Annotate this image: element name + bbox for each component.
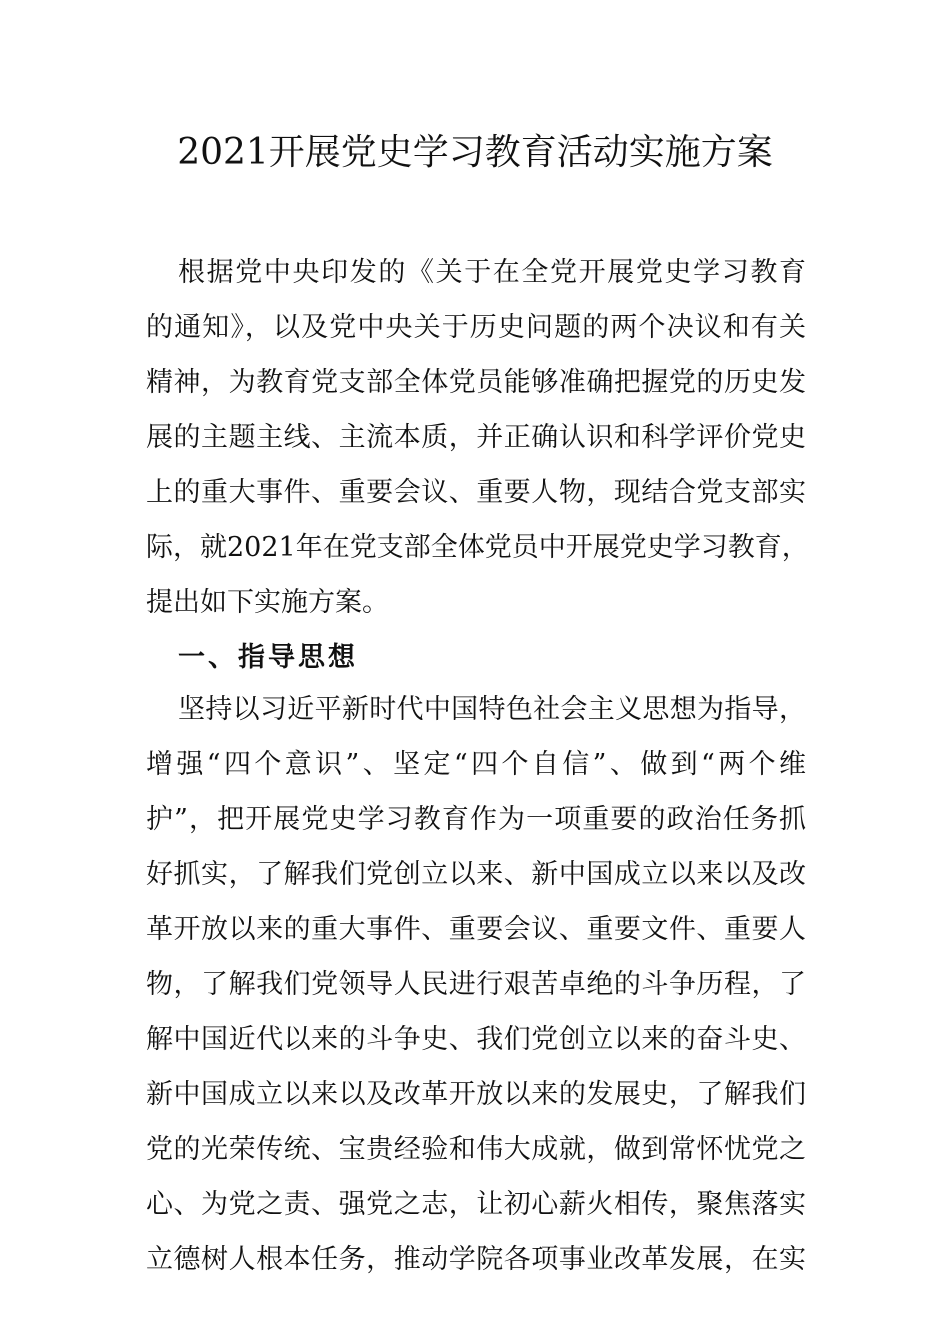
paragraph-line: 党的光荣传统、宝贵经验和伟大成就，做到常怀忧党之: [146, 1134, 806, 1165]
paragraph-line: 护”，把开展党史学习教育作为一项重要的政治任务抓: [146, 804, 806, 835]
paragraph-line: 精神，为教育党支部全体党员能够准确把握党的历史发: [146, 367, 806, 398]
paragraph-line: 新中国成立以来以及改革开放以来的发展史，了解我们: [146, 1079, 806, 1110]
paragraph-line: 革开放以来的重大事件、重要会议、重要文件、重要人: [146, 914, 806, 945]
paragraph-line: 提出如下实施方案。: [146, 587, 389, 618]
paragraph-line: 立德树人根本任务，推动学院各项事业改革发展，在实: [146, 1244, 806, 1275]
paragraph-line: 物，了解我们党领导人民进行艰苦卓绝的斗争历程，了: [146, 969, 806, 1000]
section-heading: 一、指导思想: [178, 642, 358, 673]
paragraph-line: 的通知》，以及党中央关于历史问题的两个决议和有关: [146, 312, 806, 343]
document-title: 2021开展党史学习教育活动实施方案: [177, 132, 773, 173]
paragraph-line: 解中国近代以来的斗争史、我们党创立以来的奋斗史、: [146, 1024, 806, 1055]
paragraph-line: 展的主题主线、主流本质，并正确认识和科学评价党史: [146, 422, 806, 453]
paragraph-line: 根据党中央印发的《关于在全党开展党史学习教育: [178, 257, 806, 288]
paragraph-line: 上的重大事件、重要会议、重要人物，现结合党支部实: [146, 477, 806, 508]
paragraph-line: 坚持以习近平新时代中国特色社会主义思想为指导，: [178, 694, 806, 725]
paragraph-line: 心、为党之责、强党之志，让初心薪火相传，聚焦落实: [146, 1189, 806, 1220]
paragraph-line: 际，就2021年在党支部全体党员中开展党史学习教育，: [146, 532, 809, 563]
paragraph-line: 好抓实，了解我们党创立以来、新中国成立以来以及改: [146, 859, 806, 890]
paragraph-line: 增强“四个意识”、坚定“四个自信”、做到“两个维: [146, 749, 806, 780]
